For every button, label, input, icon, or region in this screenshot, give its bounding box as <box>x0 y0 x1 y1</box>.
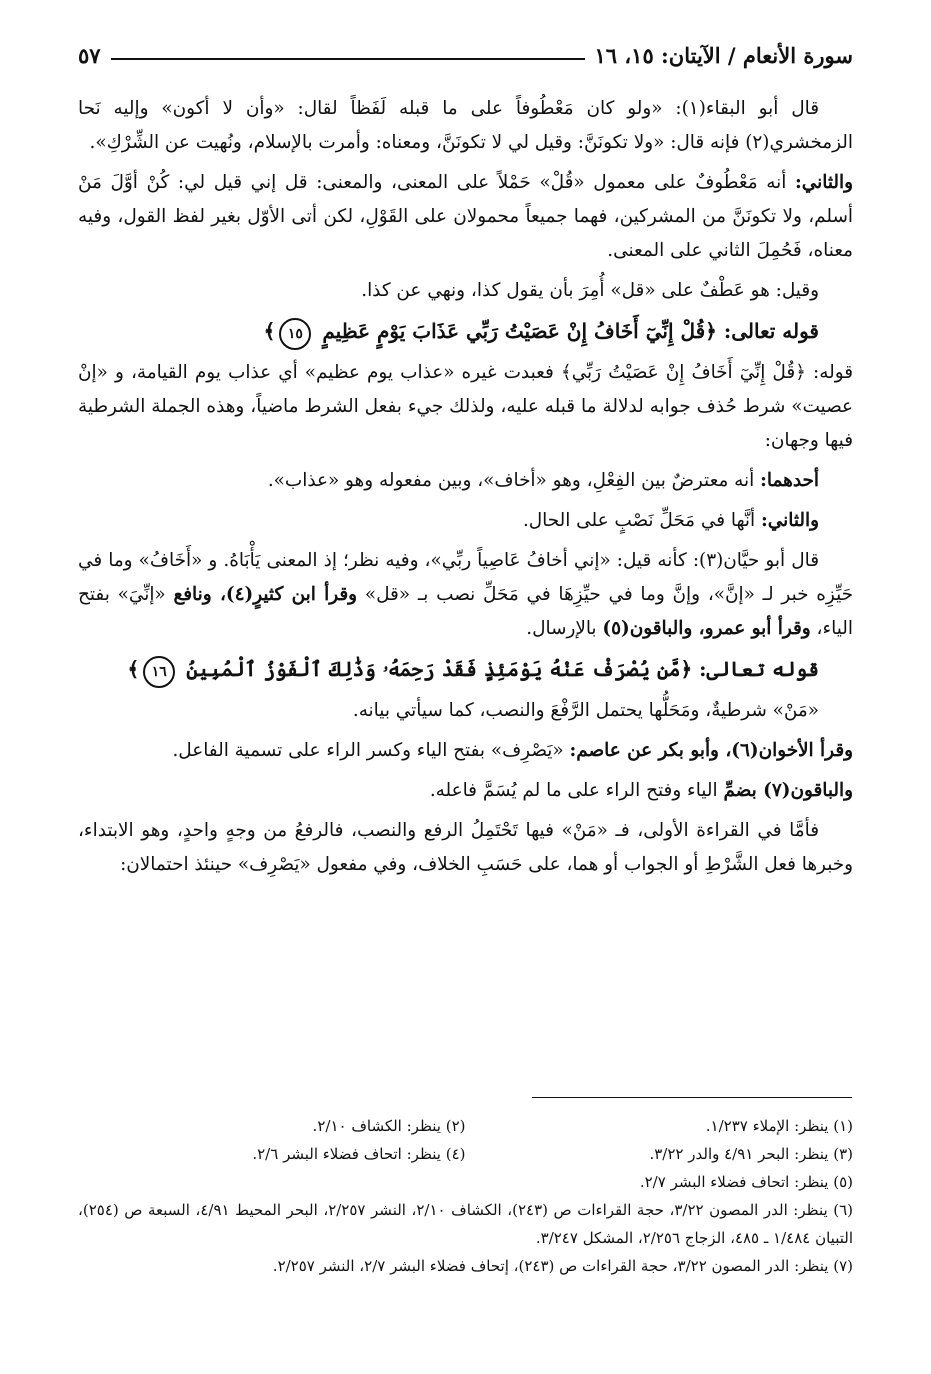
paragraph <box>78 544 853 646</box>
paragraph-text: أنه مَعْطُوفٌ على معمول «قُلْ» حَمْلاً على المعنى، والمعنى: قل إني قيل لي: كُنْ أوَّلَ مَنْ أسلم، ولا تكونَنَّ من المشركين، فهما جميعاً محمولان على القَوْلِ، لكن أتى الأوّل بغير لفظ القول، وفيه معناه، فَحُمِلَ الثاني على المعنى. <box>78 172 853 261</box>
paragraph: قال أبو البقاء(١): «ولو كان مَعْطُوفاً على ما قبله لَفَظاً لقال: «وأن لا أكون» وإليه نَحا الزمخشري(٢) فإنه قال: «ولا تكونَنَّ: وقيل لي لا تكونَنَّ، ومعناه: وأمرت بالإسلام، ونُهيت عن الشِّرْكِ». <box>78 98 853 153</box>
reading-label: والباقون(٧) بضمِّ <box>723 780 853 801</box>
footnote-separator <box>532 1097 852 1098</box>
header-rule <box>111 58 585 60</box>
quran-text: ﴿قُلْ إِنِّيٓ أَخَافُ إِنْ عَصَيْتُ رَبِّي عَذَابَ يَوْمٍ عَظِيمٍ <box>322 319 717 343</box>
reading-label: وقرأ ابن كثيرٍ(٤)، ونافع <box>173 584 358 605</box>
reading-label: وقرأ أبو عمرو، والباقون(٥) <box>602 618 811 639</box>
footnotes <box>78 1112 853 1280</box>
footnote: (٤) ينظر: اتحاف فضلاء البشر ٢/٦. <box>252 1145 466 1163</box>
running-title: سورة الأنعام / الآيتان: ١٥، ١٦ <box>594 43 853 68</box>
footnote-row <box>78 1168 853 1196</box>
ayah-number-marker: ١٦ <box>143 656 175 688</box>
paragraph <box>78 504 853 538</box>
paragraph: فأمَّا في القراءة الأولى، فـ «مَنْ» فيها تَحْتَمِلُ الرفع والنصب، فالرفعُ من وجهٍ واحدٍ، وهو الابتداء، وخبرها فعل الشَّرْطِ أو الجواب أو هما، على حَسَبِ الخلاف، وفي مفعول «يَصْرِف» حينئذ احتمالان: <box>78 820 853 875</box>
page-number: ٥٧ <box>78 43 101 68</box>
verse-close-bracket: ﴾ <box>127 657 140 681</box>
paragraph <box>78 734 853 768</box>
paragraph-text: أنه معترضٌ بين الفِعْلِ، وهو «أخاف»، وبين مفعوله وهو «عذاب». <box>267 470 755 491</box>
paragraph-text: الياء وفتح الراء على ما لم يُسَمَّ فاعله. <box>429 780 718 801</box>
verse-16 <box>78 652 853 688</box>
reading-label: وقرأ الأخوان(٦)، وأبو بكر عن عاصم: <box>569 740 853 761</box>
verse-15 <box>78 314 853 350</box>
footnote: (٣) ينظر: البحر ٤/٩١ والدر ٣/٢٢. <box>649 1145 853 1163</box>
paragraph: وقيل: هو عَطْفٌ على «قل» أُمِرَ بأن يقول كذا، ونهي عن كذا. <box>361 280 819 301</box>
paragraph-text: بالإرسال. <box>526 618 597 639</box>
footnote: (٥) ينظر: اتحاف فضلاء البشر ٢/٧. <box>639 1173 853 1191</box>
paragraph-text: «يَصْرِف» بفتح الياء وكسر الراء على تسمية الفاعل. <box>172 740 564 761</box>
footnote: (٧) ينظر: الدر المصون ٣/٢٢، حجة القراءات ص (٢٤٣)، إتحاف فضلاء البشر ٢/٧، النشر ٢/٢٥٧. <box>272 1257 853 1275</box>
paragraph <box>78 774 853 808</box>
main-text <box>78 92 853 888</box>
paragraph <box>78 464 853 498</box>
page-header <box>78 34 853 68</box>
verse-close-bracket: ﴾ <box>263 319 276 343</box>
point-label: والثاني: <box>795 172 853 193</box>
footnote-row <box>78 1112 853 1140</box>
footnote: (٦) ينظر: الدر المصون ٣/٢٢، حجة القراءات ص (٢٤٣)، الكشاف ٢/١٠، النشر ٢/٢٥٧، البحر المحيط ٤/٩١، السبعة ص (٢٥٤)، التبيان ١/٤٨٤ ـ ٤٨٥، الزجاج ٢/٢٥٦، المشكل ٣/٢٤٧. <box>78 1201 853 1247</box>
quran-text: ﴿مَّن يُصْرَفْ عَنْهُ يَوْمَئِذٍ فَقَدْ رَحِمَهُۥ وَذَٰلِكَ ٱلْفَوْزُ ٱلْمُبِينُ <box>186 657 693 681</box>
verse-intro: قوله تعالى: <box>699 657 819 681</box>
point-label: أحدهما: <box>760 470 819 491</box>
paragraph-text: قال أبو حيَّان(٣): كأنه قيل: «إني أخافُ عَاصِياً ربِّي»، وفيه نظر؛ إذ المعنى يَأْبَاهُ. و «أَخَافُ» وما في حَيِّزِه خبر لـ «إنَّ»، وإنَّ وما في حيِّزِهَا في مَحَلِّ نصب بـ «قل» <box>78 550 853 605</box>
point-label: والثاني: <box>761 510 819 531</box>
verse-intro: قوله تعالى: <box>723 319 819 343</box>
ayah-number-marker: ١٥ <box>279 318 311 350</box>
footnote: (١) ينظر: الإملاء ١/٢٣٧. <box>705 1117 853 1135</box>
paragraph: قوله: ﴿قُلْ إِنِّيٓ أَخَافُ إِنْ عَصَيْتُ رَبِّي﴾ فعبدت غيره «عذاب يوم عظيم» أي عذاب يوم القيامة، و «إنْ عصيت» شرط حُذف جوابه لدلالة ما قبله عليه، ولذلك جيء بفعل الشرط ماضياً، وهذه الجملة الشرطية فيها وجهان: <box>78 362 853 451</box>
footnote-row <box>78 1140 853 1168</box>
paragraph-text: «إنِّيَ» بفتح الياء، <box>78 584 853 639</box>
paragraph: «مَنْ» شرطيةٌ، ومَحَلُّها يحتمل الرَّفْعَ والنصب، كما سيأتي بيانه. <box>352 700 819 721</box>
footnote: (٢) ينظر: الكشاف ٢/١٠. <box>312 1117 466 1135</box>
paragraph <box>78 166 853 268</box>
paragraph-text: أنَّها في مَحَلِّ نَصْبٍ على الحال. <box>522 510 756 531</box>
